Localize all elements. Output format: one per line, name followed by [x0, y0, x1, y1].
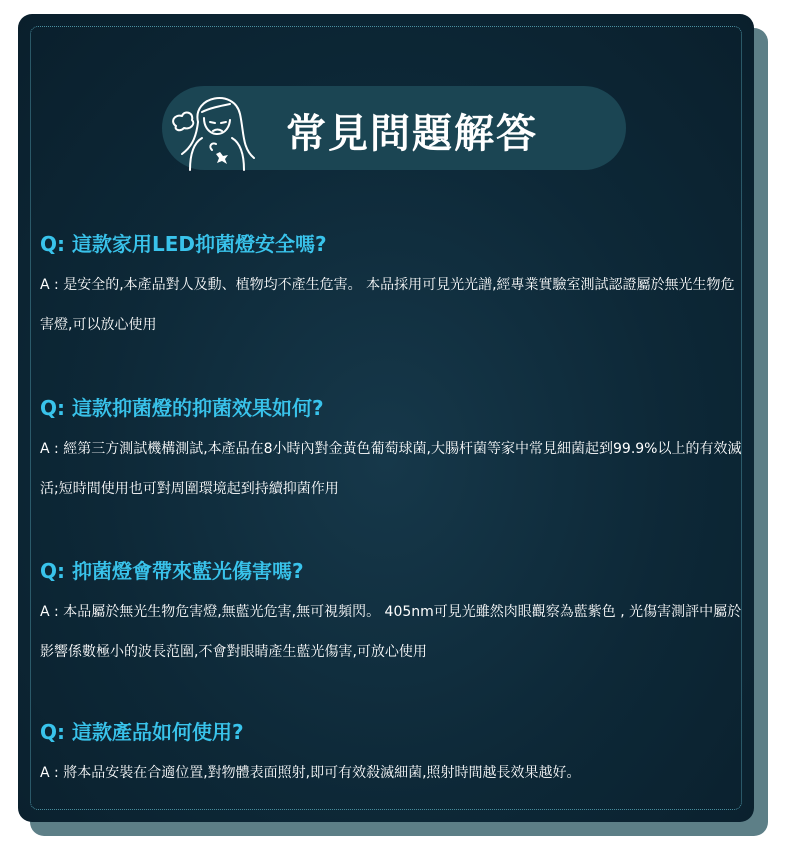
faq-answer: A : 將本品安裝在合適位置,對物體表面照射,即可有效殺滅細菌,照射時間越長效果越好。 [40, 765, 581, 781]
faq-question: Q: 這款抑菌燈的抑菌效果如何? [40, 396, 324, 420]
faq-question: Q: 抑菌燈會帶來藍光傷害嗎? [40, 559, 304, 583]
faq-question: Q: 這款產品如何使用? [40, 720, 244, 744]
thinking-girl-icon [168, 82, 264, 174]
page-title: 常見問題解答 [286, 111, 538, 157]
title-banner [162, 86, 626, 170]
faq-answer: A : 經第三方測試機構測試,本產品在8小時內對金黃色葡萄球菌,大腸杆菌等家中常見細菌起到99.9%以上的有效滅活;短時間使用也可對周圍環境起到持續抑菌作用 [40, 441, 742, 497]
faq-item [40, 716, 745, 793]
faq-item [40, 228, 745, 345]
faq-item [40, 555, 745, 672]
faq-item [40, 392, 745, 509]
faq-answer: A : 本品屬於無光生物危害燈,無藍光危害,無可視頻閃。 405nm可見光雖然肉眼觀察為藍紫色 , 光傷害測評中屬於影響係數極小的波長范圍,不會對眼睛產生藍光傷害,可放心使用 [40, 604, 742, 660]
faq-question: Q: 這款家用LED抑菌燈安全嗎? [40, 232, 327, 256]
faq-answer: A : 是安全的,本產品對人及動、植物均不產生危害。 本品採用可見光光譜,經專業實驗室測試認證屬於無光生物危害燈,可以放心使用 [40, 277, 735, 333]
